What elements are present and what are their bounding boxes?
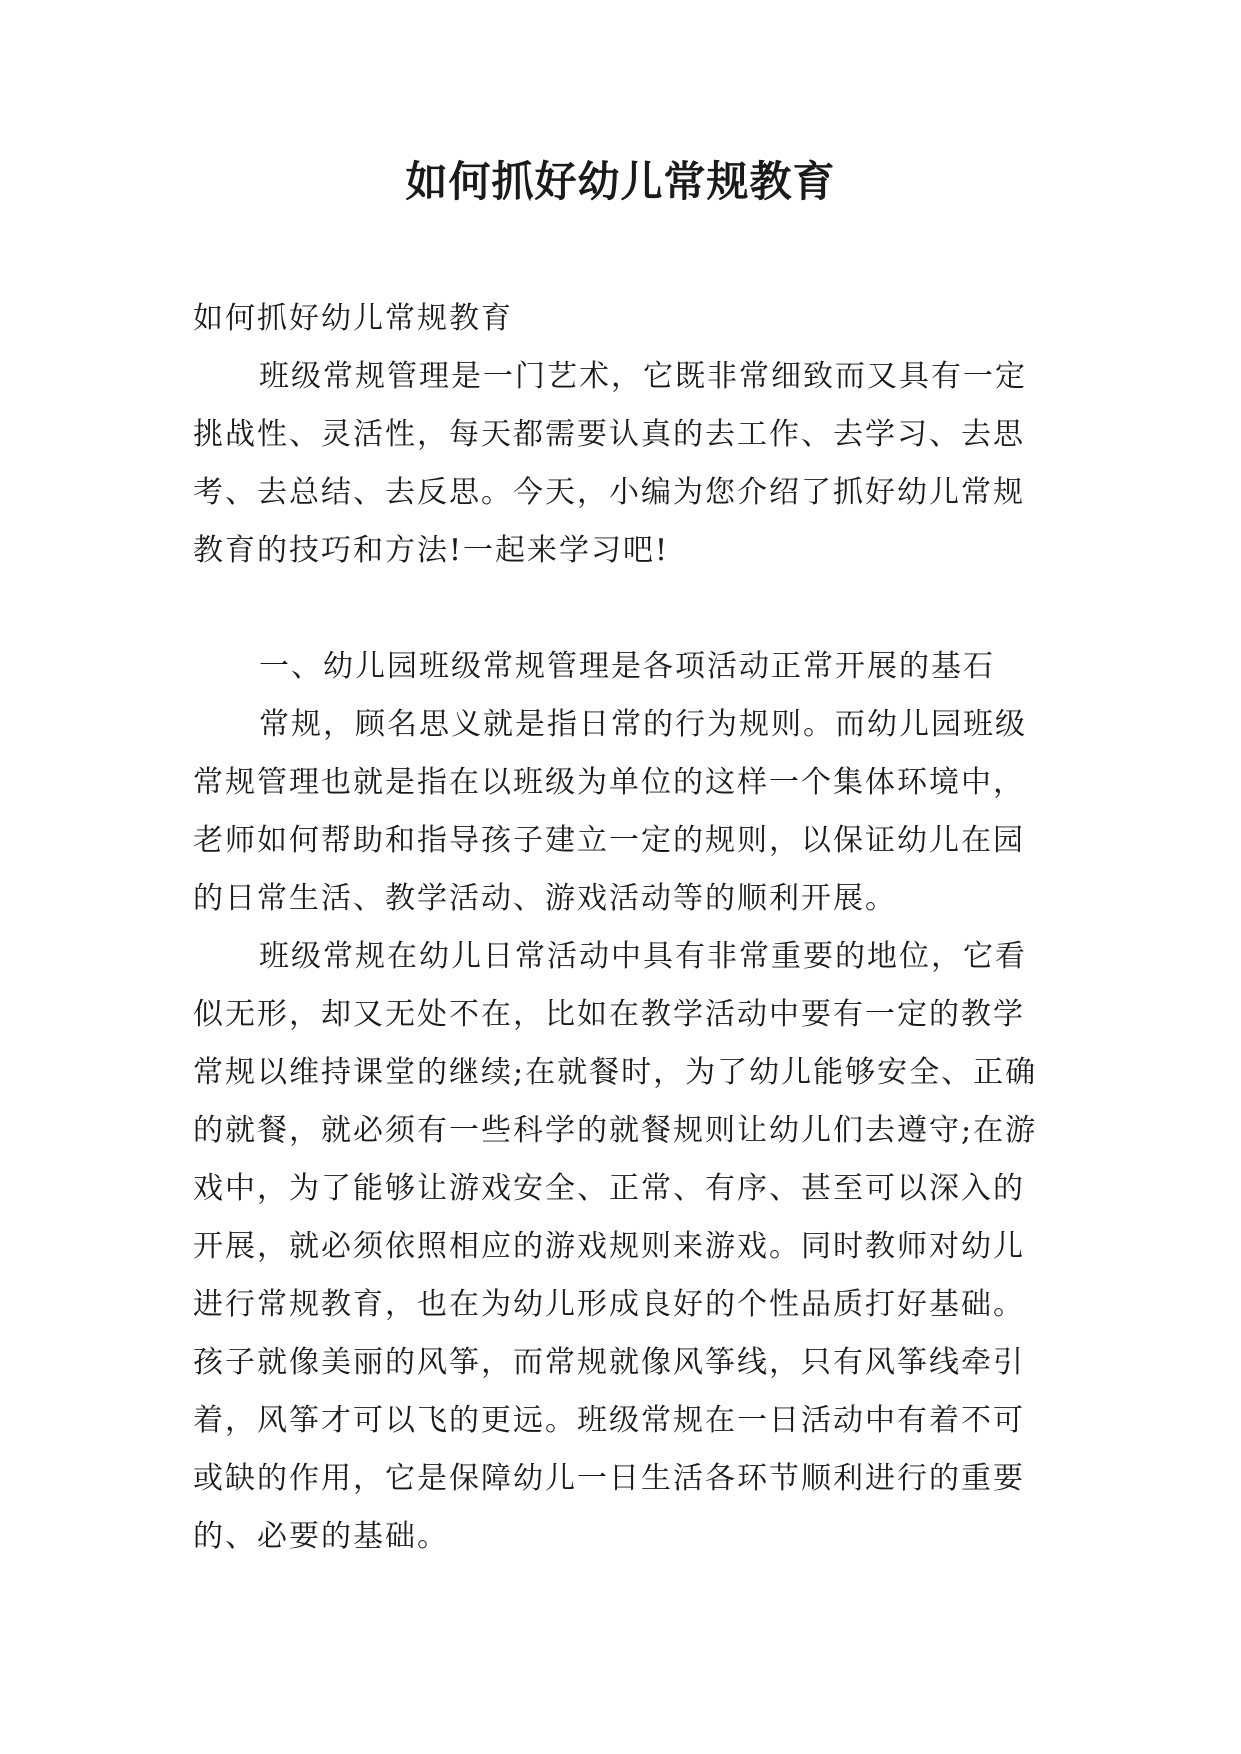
document-body xyxy=(193,290,1053,1566)
intro-paragraph: 班级常规管理是一门艺术，它既非常细致而又具有一定挑战性、灵活性，每天都需要认真的去工作、去学习、去思考、去总结、去反思。今天，小编为您介绍了抓好幼儿常规教育的技巧和方法!一起来学习吧! xyxy=(193,359,1027,568)
document-subtitle: 如何抓好幼儿常规教育 xyxy=(193,301,513,336)
document-title: 如何抓好幼儿常规教育 xyxy=(405,157,836,206)
paragraph-spacer xyxy=(193,580,1053,638)
section-heading: 一、幼儿园班级常规管理是各项活动正常开展的基石 xyxy=(259,649,995,684)
body-paragraph: 班级常规在幼儿日常活动中具有非常重要的地位，它看似无形，却又无处不在，比如在教学活动中要有一定的教学常规以维持课堂的继续;在就餐时，为了幼儿能够安全、正确的就餐，就必须有一些科学的就餐规则让幼儿们去遵守;在游戏中，为了能够让游戏安全、正常、有序、甚至可以深入的开展，就必须依照相应的游戏规则来游戏。同时教师对幼儿进行常规教育，也在为幼儿形成良好的个性品质打好基础。孩子就像美丽的风筝，而常规就像风筝线，只有风筝线牵引着，风筝才可以飞的更远。班级常规在一日活动中有着不可或缺的作用，它是保障幼儿一日生活各环节顺利进行的重要的、必要的基础。 xyxy=(193,939,1038,1554)
body-paragraph: 常规，顾名思义就是指日常的行为规则。而幼儿园班级常规管理也就是指在以班级为单位的这样一个集体环境中，老师如何帮助和指导孩子建立一定的规则，以保证幼儿在园的日常生活、教学活动、游戏活动等的顺利开展。 xyxy=(193,707,1027,916)
